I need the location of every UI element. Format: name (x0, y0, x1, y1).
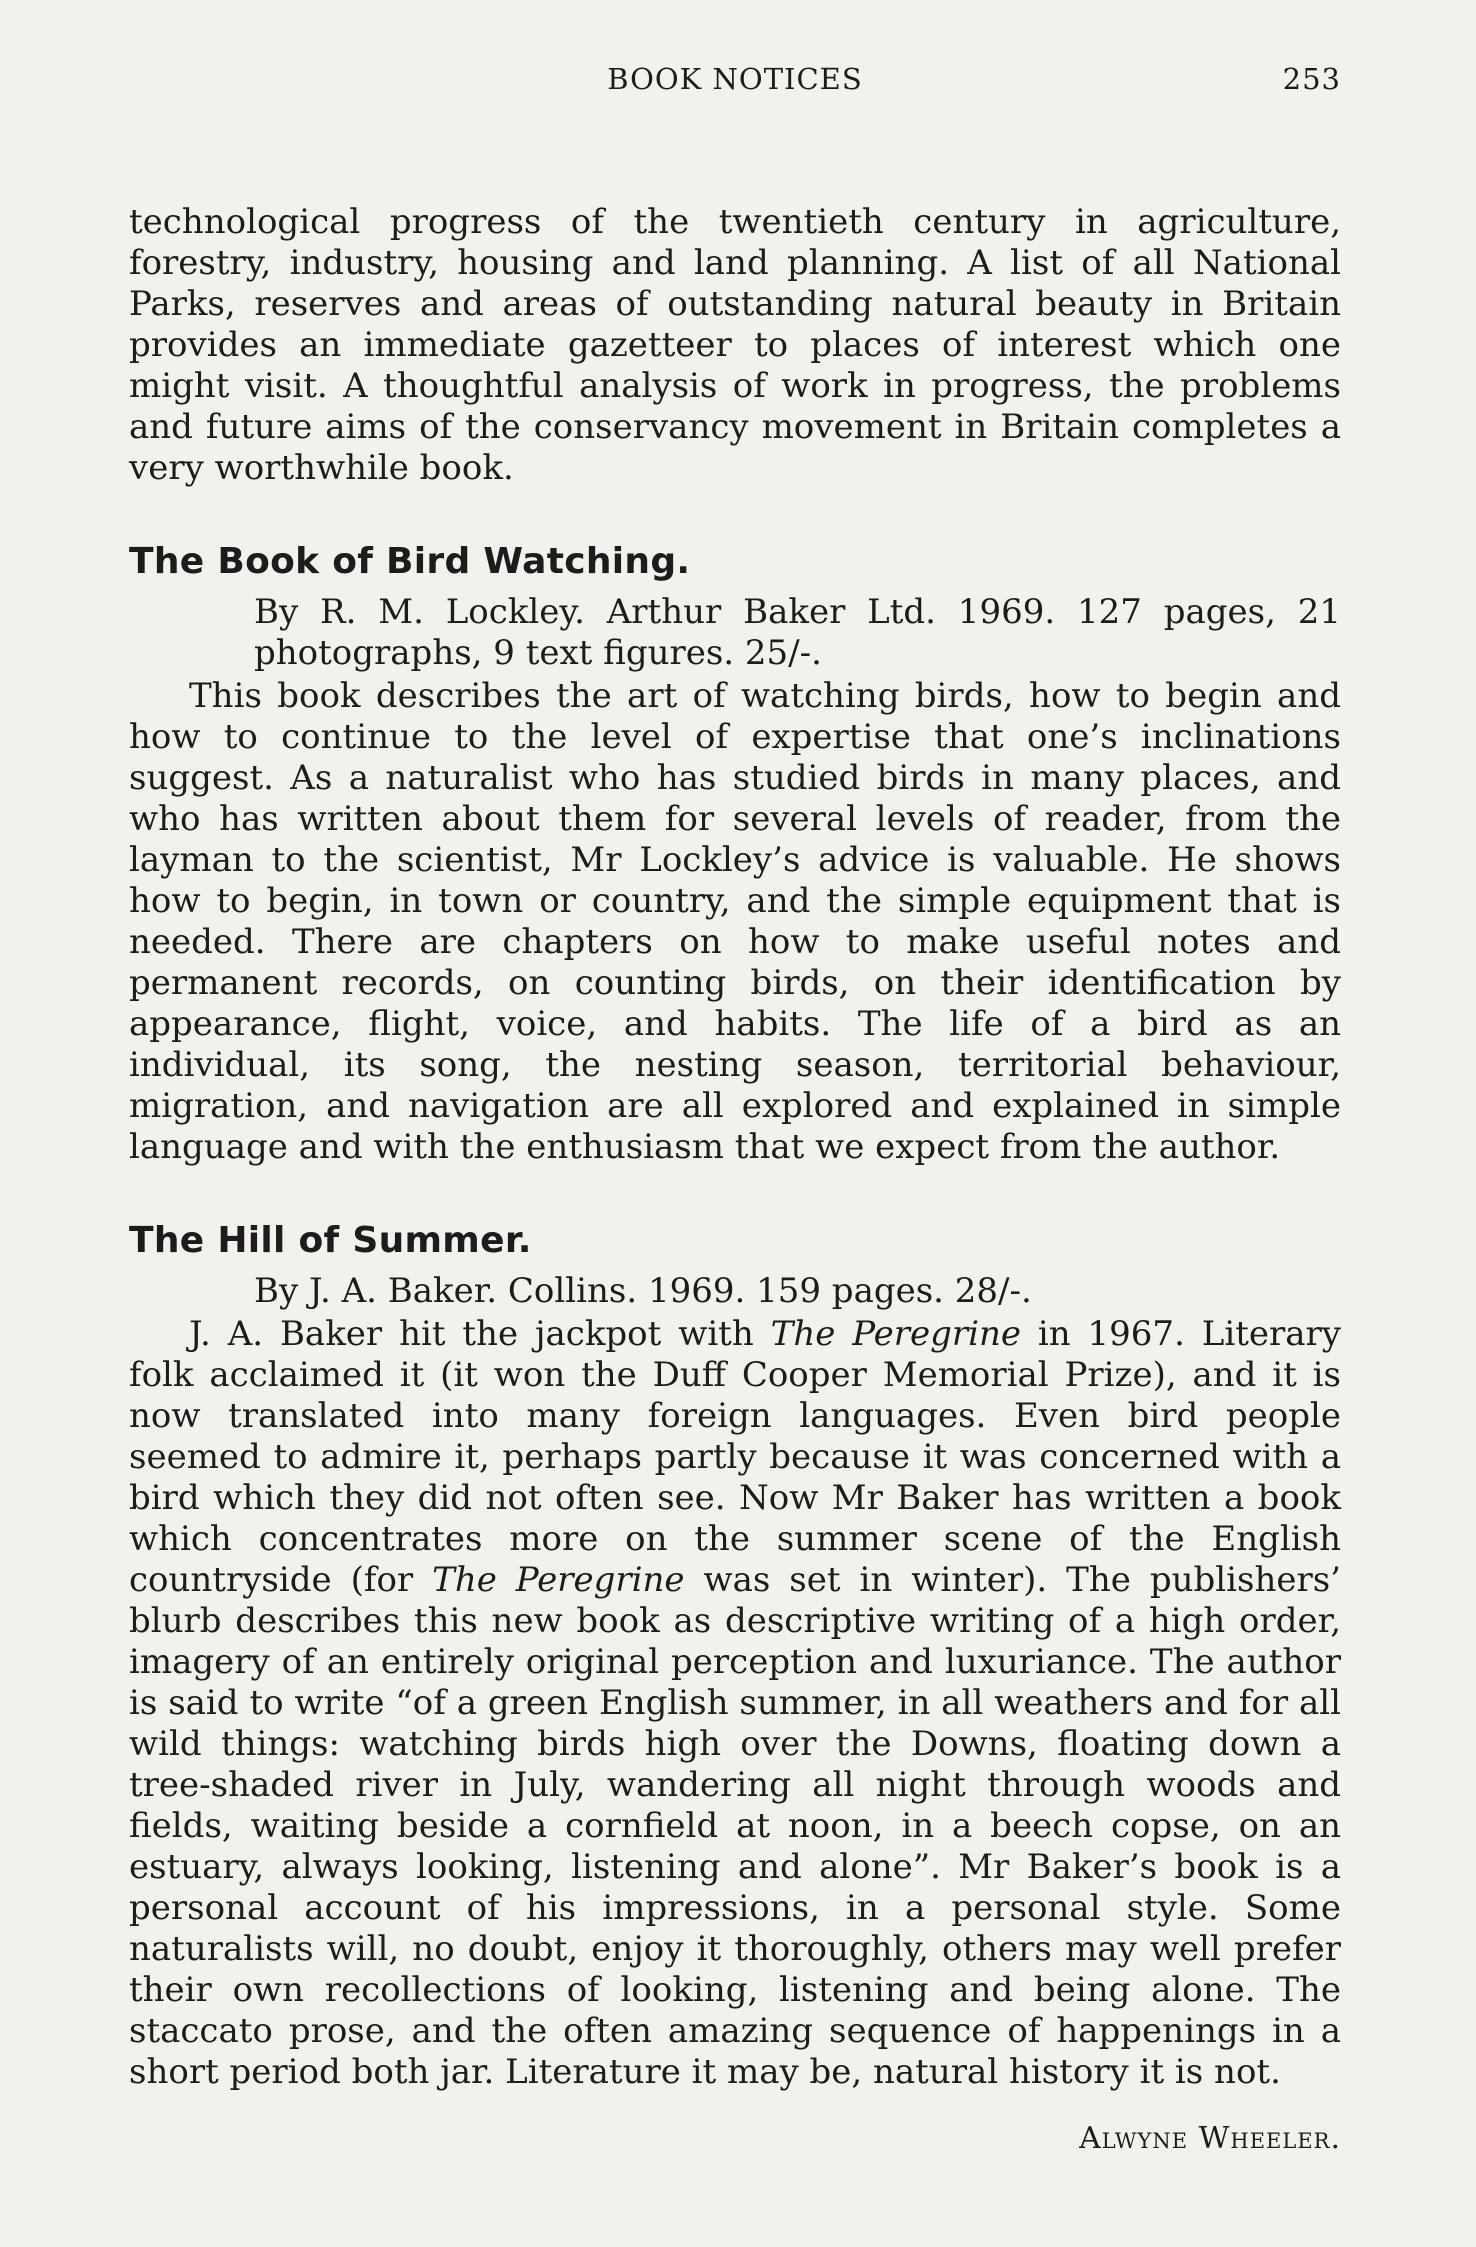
reviewer-signature: Alwyne Wheeler. (1079, 2121, 1341, 2156)
review-body-bird-watching: This book describes the art of watching birds, how to begin and how to continue to the level of expertise that one’s inclinations suggest. As a naturalist who has studied birds in many places, and who has written about them for several levels of reader, from the layman to the scientist, Mr Lockley’s advice is valuable. He shows how to begin, in town or country, and the simple equipment that is needed. There are chapters on how to make useful notes and permanent records, on counting birds, on their identification by appearance, flight, voice, and habits. The life of a bird as an individual, its song, the nesting season, territorial behaviour, migration, and navigation are all explored and explained in simple language and with the enthusiasm that we expect from the author. (129, 676, 1341, 1167)
body-text-segment: J. A. Baker hit the jackpot with (189, 1314, 771, 1354)
running-head (129, 62, 1341, 112)
body-text-segment: in 1967. Literary folk acclaimed it (it won the Duff Cooper Memorial Prize), and it is now translated into many foreign languages. Even bird people seemed to admire it, perhaps partly because it was concerned with a bird which they did not often see. Now Mr Baker has written a book which concentrates more on the summer scene of the English countryside (for (129, 1314, 1341, 1600)
book-notices-page (129, 62, 1341, 2156)
book-title-italic: The Peregrine (770, 1314, 1021, 1354)
review-byline-hill-of-summer: By J. A. Baker. Collins. 1969. 159 pages. 28/-. (254, 1271, 1032, 1311)
book-title-italic: The Peregrine (432, 1560, 685, 1600)
page-number: 253 (1282, 62, 1341, 96)
review-title-bird-watching: The Book of Bird Watching. (129, 541, 691, 582)
review-title-hill-of-summer: The Hill of Summer. (129, 1220, 532, 1261)
running-head-title: BOOK NOTICES (607, 62, 863, 96)
review-byline-bird-watching: By R. M. Lockley. Arthur Baker Ltd. 1969. 127 pages, 21 photographs, 9 text figures. 25/-. (254, 592, 1341, 673)
body-text-segment: was set in winter). The publishers’ blurb describes this new book as descriptive writing of a high order, imagery of an entirely original perception and luxuriance. The author is said to write “of a green English summer, in all weathers and for all wild things: watching birds high over the Downs, floating down a tree-shaded river in July, wandering all night through woods and fields, waiting beside a cornfield at noon, in a beech copse, on an estuary, always looking, listening and alone”. Mr Baker’s book is a personal account of his impressions, in a personal style. Some naturalists will, no doubt, enjoy it thoroughly, others may well prefer their own recollections of looking, listening and being alone. The staccato prose, and the often amazing sequence of happenings in a short period both jar. Literature it may be, natural history it is not. (129, 1560, 1341, 2092)
review-body-hill-of-summer (129, 1314, 1341, 2093)
continuation-paragraph: technological progress of the twentieth century in agriculture, forestry, industry, housing and land planning. A list of all National Parks, reserves and areas of outstanding natural beauty in Britain provides an immediate gazetteer to places of interest which one might visit. A thoughtful analysis of work in progress, the problems and future aims of the conservancy movement in Britain completes a very worthwhile book. (129, 202, 1341, 488)
